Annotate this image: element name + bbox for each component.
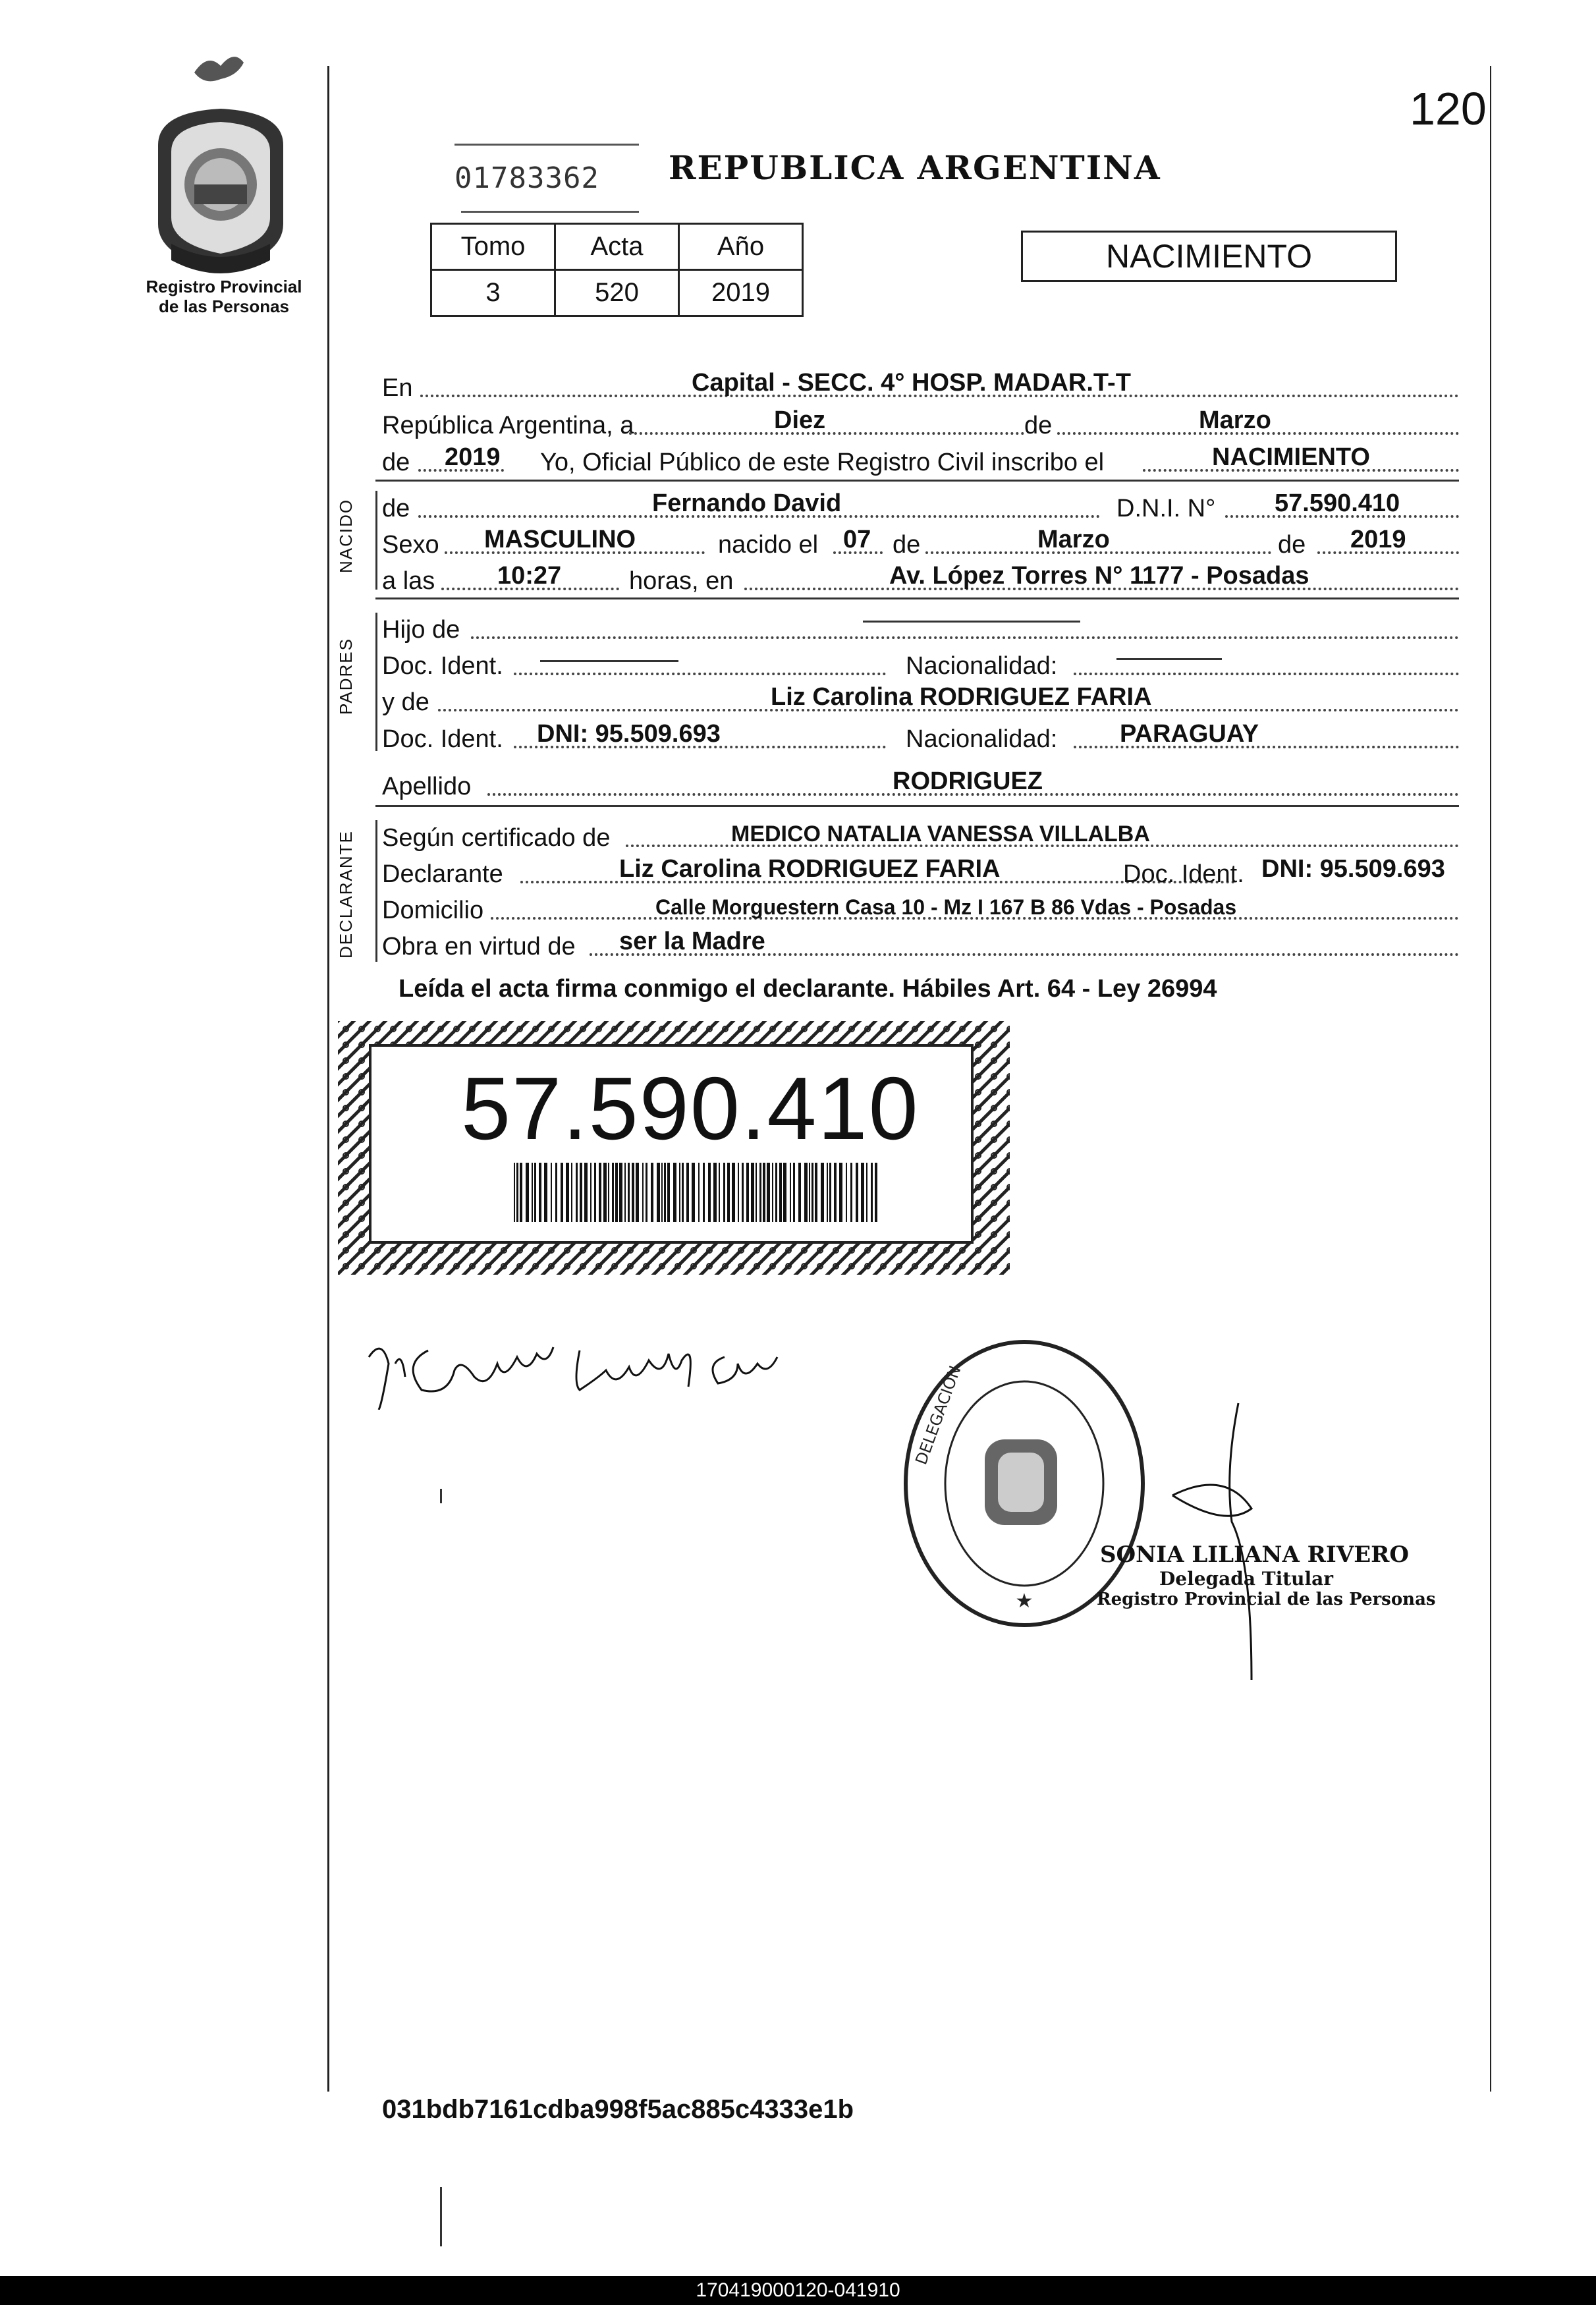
row-padre-doc [382,644,1459,680]
official-name: SONIA LILIANA RIVERO [1100,1541,1409,1568]
barcode-bar [539,1163,541,1222]
madre-nac-value: PARAGUAY [1120,720,1259,748]
sexo-value: MASCULINO [484,526,636,553]
de2-label: de [382,449,410,476]
blank-dash [540,660,678,662]
dotted-line [514,673,886,675]
certificado-value: MEDICO NATALIA VANESSA VILLALBA [731,821,1150,847]
dni-value: 57.590.410 [1275,489,1400,517]
madre-doc-value: DNI: 95.509.693 [537,720,721,748]
mes-value: Marzo [1199,406,1271,434]
nacido-dia: 07 [843,526,871,553]
barcode-bar [619,1163,622,1222]
barcode-bar [846,1163,847,1222]
barcode-bar [686,1163,689,1222]
barcode-bar [526,1163,529,1222]
madre-doc-label: Doc. Ident. [382,725,503,753]
barcode-bar [544,1163,547,1222]
dni-label: D.N.I. N° [1116,495,1216,522]
barcode-bar [642,1163,644,1222]
row-obra [382,924,1459,961]
barcode-bar [682,1163,684,1222]
decl-doc-label: Doc. Ident. [1123,860,1244,888]
barcode-bar [812,1163,813,1222]
padres-label: PADRES [336,638,356,715]
barcode-bar [673,1163,676,1222]
barcode-bar [516,1163,518,1222]
row-declarante [382,852,1459,889]
barcode-bar [612,1163,614,1222]
margin-mark [440,1489,442,1503]
y-de-label: y de [382,688,429,716]
barcode-bar [804,1163,808,1222]
record-table [430,223,804,317]
barcode-bar [566,1163,569,1222]
barcode-bar [708,1163,711,1222]
row-hijo-de [382,607,1459,644]
barcode-bar [603,1163,607,1222]
barcode-bar [590,1163,592,1222]
record-table-values [431,270,803,316]
barcode-bar [727,1163,730,1222]
official-signature [1107,1397,1304,1680]
barcode-bar [809,1163,810,1222]
declarante-bracket [375,820,377,962]
document-title: REPUBLICA ARGENTINA [669,148,1161,187]
row-anio [382,440,1459,477]
barcode-bar [532,1163,533,1222]
barcode-bar [856,1163,858,1222]
declarante-field-label: Declarante [382,860,503,888]
barcode-bar [738,1163,739,1222]
id-stamp-number: 57.590.410 [461,1059,920,1158]
de-nombre-label: de [382,495,410,522]
barcode-bar [850,1163,852,1222]
document-hash: 031bdb7161cdba998f5ac885c4333e1b [382,2095,854,2124]
barcode-bar [520,1163,522,1222]
barcode-bar [767,1163,770,1222]
row-madre [382,680,1459,717]
barcode-bar [821,1163,824,1222]
barcode-bar [632,1163,634,1222]
closing-statement: Leída el acta firma conmigo el declarante. Hábiles Art. 64 - Ley 26994 [399,975,1217,1003]
barcode-bar [514,1163,515,1222]
barcode-bar [657,1163,660,1222]
margin-mark [440,2187,442,2246]
barcode-bar [866,1163,867,1222]
page-number: 120 [1410,83,1487,134]
decl-doc-value: DNI: 95.509.693 [1261,855,1445,883]
barcode-bar [692,1163,695,1222]
barcode-bar [756,1163,757,1222]
nacido-anio: 2019 [1350,526,1406,553]
barcode-bar [698,1163,700,1222]
anio-header: Año [679,224,803,270]
padre-doc-label: Doc. Ident. [382,652,503,680]
obra-label: Obra en virtud de [382,933,576,960]
barcode-bar [571,1163,572,1222]
barcode-bar [779,1163,782,1222]
blank-dash [863,621,1080,623]
footer-code: 170419000120-041910 [0,2276,1596,2305]
de3-label: de [893,531,921,559]
right-margin-line [1490,66,1491,2092]
section-rule [375,597,1459,599]
yo-label: Yo, Oficial Público de este Registro Civil inscribo el [540,449,1105,476]
en-label: En [382,374,413,402]
barcode-bar [763,1163,765,1222]
section-rule [375,480,1459,482]
barcode-bar [624,1163,626,1222]
padres-bracket [375,613,377,751]
horas-en-label: horas, en [629,567,734,595]
record-type-box: NACIMIENTO [1021,231,1397,282]
nacido-el-label: nacido el [718,531,819,559]
serial-number: 01783362 [454,161,599,195]
madre-nac-label: Nacionalidad: [906,725,1058,753]
lugar-value: Av. López Torres N° 1177 - Posadas [889,562,1309,590]
row-certificado [382,816,1459,852]
barcode-bar [783,1163,786,1222]
barcode-bar [719,1163,720,1222]
official-role: Delegada Titular [1159,1568,1334,1590]
row-nombre [382,486,1459,523]
a-las-label: a las [382,567,435,595]
section-rule [375,805,1459,807]
madre-value: Liz Carolina RODRIGUEZ FARIA [771,683,1152,711]
blank-dash [1116,658,1222,660]
svg-text:★: ★ [1015,1590,1033,1613]
apellido-label: Apellido [382,773,472,800]
barcode-bar [599,1163,601,1222]
barcode-bar [651,1163,653,1222]
dotted-line [1074,673,1459,675]
barcode-bar [732,1163,735,1222]
obra-value: ser la Madre [619,928,765,955]
certificado-label: Según certificado de [382,824,611,852]
padre-nac-label: Nacionalidad: [906,652,1058,680]
barcode-bar [798,1163,801,1222]
domicilio-value: Calle Morguestern Casa 10 - Mz I 167 B 86 Vdas - Posadas [655,895,1237,919]
declarante-value: Liz Carolina RODRIGUEZ FARIA [619,855,1001,883]
republica-label: República Argentina, a [382,412,634,439]
barcode-bar [875,1163,877,1222]
de4-label: de [1278,531,1306,559]
barcode [514,1163,879,1222]
barcode-bar [636,1163,639,1222]
barcode-bar [661,1163,663,1222]
hora-value: 10:27 [497,562,562,590]
barcode-bar [646,1163,647,1222]
barcode-bar [815,1163,817,1222]
barcode-bar [827,1163,828,1222]
barcode-bar [551,1163,552,1222]
nacido-bracket [375,491,377,590]
barcode-bar [775,1163,777,1222]
anio-value: 2019 [679,270,803,316]
domicilio-label: Domicilio [382,897,484,924]
barcode-bar [790,1163,791,1222]
barcode-bar [839,1163,842,1222]
barcode-bar [594,1163,596,1222]
barcode-bar [759,1163,761,1222]
emblem-caption [115,277,333,316]
serial-rule-bottom [461,211,639,213]
nacido-mes: Marzo [1037,526,1110,553]
dotted-line [629,432,1024,435]
row-domicilio [382,888,1459,925]
nacido-label: NACIDO [336,498,356,573]
svg-text:DELEGACIÓN: DELEGACIÓN [912,1363,965,1468]
anio-value: 2019 [445,443,501,471]
barcode-bar [608,1163,609,1222]
record-table-header [431,224,803,270]
apellido-value: RODRIGUEZ [893,767,1043,795]
dia-value: Diez [774,406,826,434]
barcode-bar [615,1163,618,1222]
barcode-bar [628,1163,630,1222]
barcode-bar [555,1163,557,1222]
official-block [1097,1541,1436,1609]
barcode-bar [793,1163,795,1222]
barcode-bar [723,1163,725,1222]
barcode-bar [703,1163,705,1222]
tomo-value: 3 [431,270,555,316]
de-label: de [1024,412,1053,439]
barcode-bar [871,1163,873,1222]
barcode-bar [861,1163,864,1222]
declarant-signature [356,1331,883,1410]
acta-value: 520 [555,270,679,316]
row-republica [382,403,1459,440]
barcode-bar [834,1163,837,1222]
tomo-header: Tomo [431,224,555,270]
barcode-bar [742,1163,744,1222]
barcode-bar [829,1163,831,1222]
barcode-bar [772,1163,773,1222]
emblem-caption-line2: de las Personas [159,296,289,316]
sexo-label: Sexo [382,531,439,559]
en-value: Capital - SECC. 4° HOSP. MADAR.T-T [692,369,1131,397]
barcode-bar [576,1163,578,1222]
nombre-value: Fernando David [652,489,842,517]
barcode-bar [584,1163,588,1222]
hijo-de-label: Hijo de [382,616,460,644]
barcode-bar [751,1163,754,1222]
barcode-bar [561,1163,563,1222]
row-sexo [382,522,1459,559]
barcode-bar [713,1163,717,1222]
inscribe-value: NACIMIENTO [1212,443,1370,471]
emblem-caption-line1: Registro Provincial [146,277,302,296]
left-margin-line [327,66,329,2092]
official-office: Registro Provincial de las Personas [1097,1590,1436,1609]
barcode-bar [664,1163,666,1222]
barcode-bar [534,1163,536,1222]
row-madre-doc [382,717,1459,754]
barcode-bar [667,1163,670,1222]
row-en [382,366,1459,403]
acta-header: Acta [555,224,679,270]
barcode-bar [746,1163,749,1222]
declarante-label: DECLARANTE [336,830,356,958]
row-apellido [382,764,1459,801]
barcode-bar [580,1163,582,1222]
row-hora [382,559,1459,596]
serial-rule-top [454,144,639,146]
dotted-line [471,636,1459,639]
barcode-bar [679,1163,680,1222]
